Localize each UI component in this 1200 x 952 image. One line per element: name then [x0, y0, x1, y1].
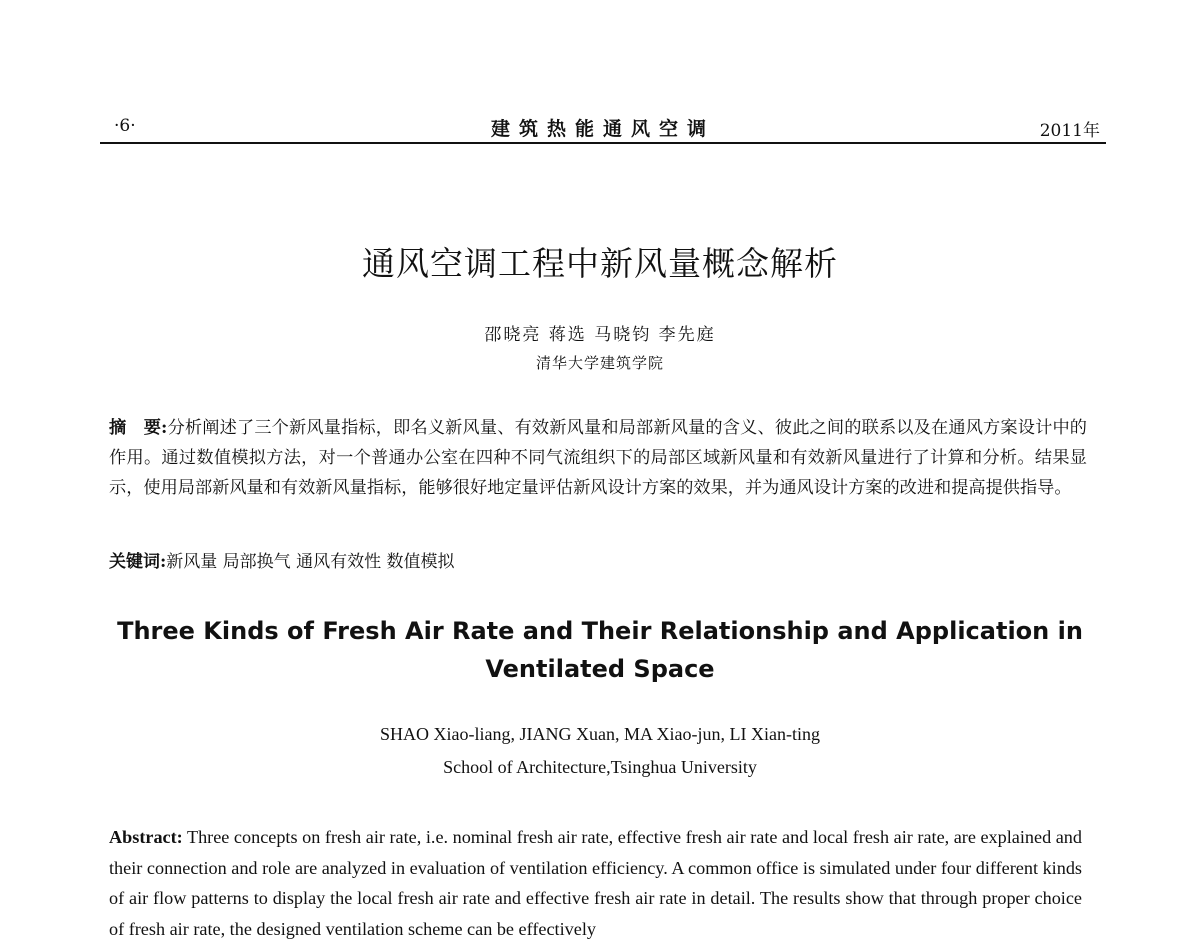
english-authors: SHAO Xiao-liang, JIANG Xuan, MA Xiao-jun, LI Xian-ting: [380, 724, 820, 744]
english-abstract-text: Three concepts on fresh air rate, i.e. nominal fresh air rate, effective fresh air rate and local fresh air rate, are explained and their connection and role are analyzed in evaluation of ventilation efficiency. A common office is simulated under four different kinds of air flow patterns to display the local fresh air rate and effective fresh air rate in detail. The results show that through proper choice of fresh air rate, the designed ventilation scheme can be effectively: [109, 827, 1082, 939]
english-affiliation: School of Architecture,Tsinghua University: [443, 757, 757, 777]
chinese-authors: 邵晓亮 蒋选 马晓钧 李先庭: [484, 325, 716, 345]
issue-year: 2011年: [1039, 121, 1100, 141]
chinese-keywords: [109, 547, 1087, 577]
page-number: ·6·: [114, 116, 136, 136]
chinese-abstract-label: 摘 要:: [109, 418, 168, 438]
running-header: [100, 112, 1106, 142]
chinese-abstract-text: 分析阐述了三个新风量指标，即名义新风量、有效新风量和局部新风量的含义、彼此之间的联系以及在通风方案设计中的作用。通过数值模拟方法，对一个普通办公室在四种不同气流组织下的局部区域新风量和有效新风量进行了计算和分析。结果显示，使用局部新风量和有效新风量指标，能够很好地定量评估新风设计方案的效果，并为通风设计方案的改进和提高提供指导。: [109, 418, 1087, 498]
chinese-affiliation: 清华大学建筑学院: [535, 354, 664, 372]
english-abstract: [109, 822, 1082, 944]
header-rule: [100, 142, 1106, 144]
chinese-title: 通风空调工程中新风量概念解析: [362, 244, 838, 283]
chinese-keywords-label: 关键词:: [109, 552, 167, 572]
english-abstract-label: Abstract:: [109, 827, 183, 847]
chinese-abstract: [109, 413, 1087, 503]
chinese-keywords-text: 新风量 局部换气 通风有效性 数值模拟: [166, 552, 455, 572]
english-title: Three Kinds of Fresh Air Rate and Their Relationship and Application in Ventilated Space: [117, 617, 1083, 683]
journal-name: 建筑热能通风空调: [490, 118, 715, 140]
